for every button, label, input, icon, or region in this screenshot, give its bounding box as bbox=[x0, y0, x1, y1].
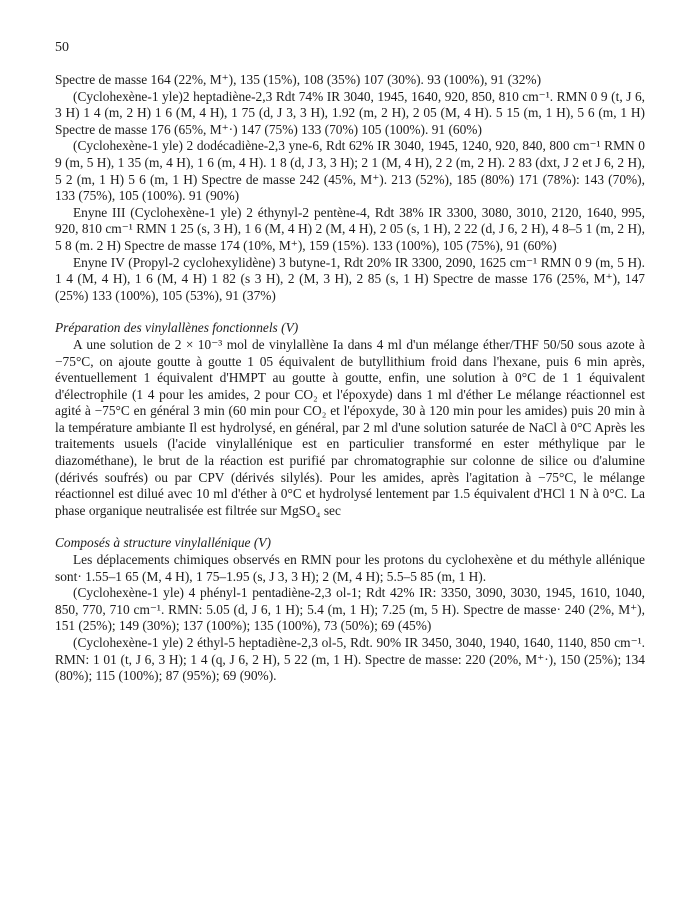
paragraph-enyne-iv: Enyne IV (Propyl-2 cyclohexylidène) 3 butyne-1, Rdt 20% IR 3300, 2090, 1625 cm⁻¹ RMN 0 9 (m, 5 H). 1 4 (M, 4 H), 1 6 (M, 4 H) 1 82 (s 3 H), 2 (M, 3 H), 2 85 (s, 1 H) Spectre de masse 176 (25%, M⁺), 147 (25%) 133 (100%), 105 (53%), 91 (37%) bbox=[55, 254, 645, 303]
paragraph-dodecadiene: (Cyclohexène-1 yle) 2 dodécadiène-2,3 yne-6, Rdt 62% IR 3040, 1945, 1240, 920, 840, 800 cm⁻¹ RMN 0 9 (m, 5 H), 1 35 (m, 4 H), 1 6 (m, 4 H). 1 8 (d, J 3, 3 H); 2 1 (M, 4 H), 2 2 (m, 2 H). 2 83 (dxt, J 2 et J 6, 2 H), 5 2 (m, 1 H) 5 6 (m, 1 H) Spectre de masse 242 (45%, M⁺). 213 (52%), 185 (80%) 171 (78%): 143 (70%), 133 (75%), 105 (100%). 91 (90%) bbox=[55, 138, 645, 204]
section-preparation bbox=[55, 320, 645, 519]
paragraph-nmr-shifts: Les déplacements chimiques observés en RMN pour les protons du cyclohexène et du méthyle allénique sont· 1.55–1 65 (M, 4 H), 1 75–1.95 (s, J 3, 3 H); 2 (M, 4 H); 5.5–5 85 (m, 1 H). bbox=[55, 552, 645, 584]
paragraph-enyne-iii: Enyne III (Cyclohexène-1 yle) 2 éthynyl-2 pentène-4, Rdt 38% IR 3300, 3080, 3010, 2120, 1640, 995, 920, 810 cm⁻¹ RMN 1 25 (s, 3 H), 1 6 (M, 4 H) 2 (M, 4 H), 2 05 (s, 1 H), 2 22 (d, J 6, 2 H), 4 8–5 1 (m, 2 H), 5 8 (m. 2 H) Spectre de masse 174 (10%, M⁺), 159 (15%). 133 (100%), 105 (75%), 91 (60%) bbox=[55, 204, 645, 253]
paragraph-procedure: A une solution de 2 × 10⁻³ mol de vinylallène Ia dans 4 ml d'un mélange éther/THF 50/50 sous azote à −75°C, on ajoute goutte à goutte 1 05 équivalent de butyllithium froid dans l'hexane, puis 6 min après, éventuellement 1 équivalent d'HMPT au goutte à goutte, enfin, une solution à 0°C de 1 1 équivalent d'électrophile (1 4 pour les amides, 2 pour CO₂ et l'époxyde) dans 1 ml d'éther Le mélange réactionnel est agité à −75°C en général 3 min (60 min pour CO₂ et l'époxyde, 30 à 120 min pour les amides) puis 20 min à la température ambiante Il est hydrolysé, en général, par 2 ml d'une solution saturée de NaCl à 0°C Après les traitements usuels (l'acide vinylallénique est en particulier transformé en ester méthylique par le diazométhane), le brut de la réaction est purifié par chromatographie sur colonne de silice ou d'alumine (dérivés soufrés) ou par CPV (dérivés silylés). Pour les amides, après l'agitation à −75°C, le mélange réactionnel est dilué avec 10 ml d'éther à 0°C et hydrolysé lentement par 1.5 équivalent d'HCl 1 N à 0°C. La phase organique neutralisée est filtrée sur MgSO₄ sec bbox=[55, 336, 645, 518]
section-heading-preparation: Préparation des vinylallènes fonctionnels (V) bbox=[55, 320, 299, 336]
page-number: 50 bbox=[55, 40, 69, 55]
paragraph-mass-spectrum: Spectre de masse 164 (22%, M⁺), 135 (15%), 108 (35%) 107 (30%). 93 (100%), 91 (32%) bbox=[55, 72, 542, 87]
paragraph-heptadienol: (Cyclohexène-1 yle) 2 éthyl-5 heptadiène-2,3 ol-5, Rdt. 90% IR 3450, 3040, 1940, 1640, 1140, 850 cm⁻¹. RMN: 1 01 (t, J 6, 3 H); 1 4 (q, J 6, 2 H), 5 22 (m, 1 H). Spectre de masse: 220 (20%, M⁺·), 150 (25%); 134 (80%); 115 (100%); 87 (95%); 69 (90%). bbox=[55, 635, 645, 684]
section-spectral-data bbox=[55, 72, 645, 304]
paragraph-heptadiene: (Cyclohexène-1 yle)2 heptadiène-2,3 Rdt 74% IR 3040, 1945, 1640, 920, 850, 810 cm⁻¹. RMN 0 9 (t, J 6, 3 H) 1 4 (m, 2 H) 1 6 (M, 4 H), 1 75 (d, J 3, 3 H), 1.92 (m, 2 H), 2 05 (M, 4 H). 5 15 (m, 1 H), 5 6 (m, 1 H) Spectre de masse 176 (65%, M⁺·) 147 (75%) 133 (70%) 105 (100%). 91 (60%) bbox=[55, 88, 645, 137]
paragraph-pentadienol: (Cyclohexène-1 yle) 4 phényl-1 pentadiène-2,3 ol-1; Rdt 42% IR: 3350, 3090, 3030, 1945, 1610, 1040, 850, 770, 710 cm⁻¹. RMN: 5.05 (d, J 6, 1 H); 5.4 (m, 1 H); 7.25 (m, 5 H). Spectre de masse· 240 (2%, M⁺), 151 (25%); 149 (30%); 137 (100%); 135 (100%), 73 (50%); 69 (45%) bbox=[55, 585, 645, 634]
section-compounds bbox=[55, 535, 645, 684]
document-page bbox=[55, 40, 645, 685]
section-heading-compounds: Composés à structure vinylallénique (V) bbox=[55, 535, 271, 551]
